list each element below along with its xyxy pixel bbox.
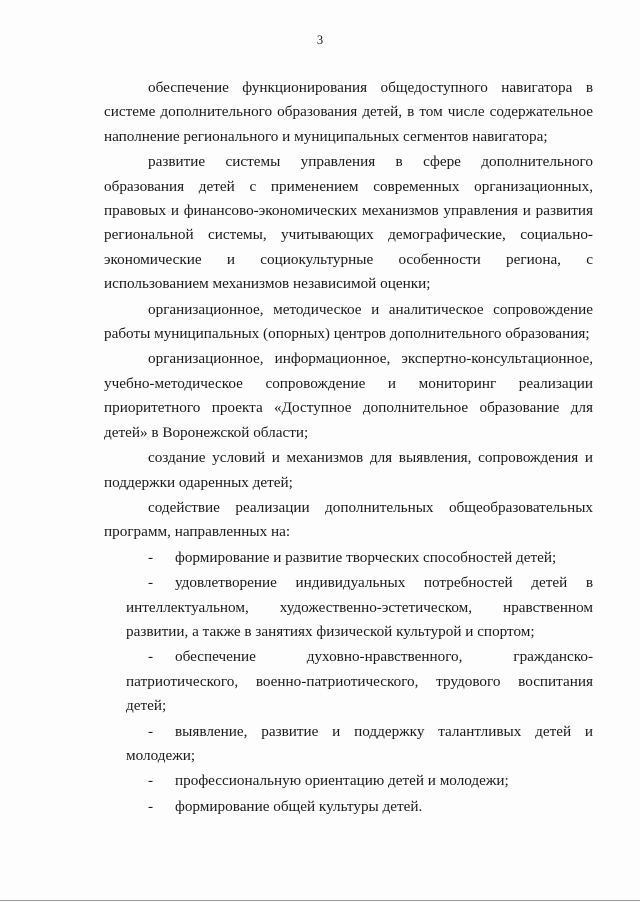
- paragraph-management-system: развитие системы управления в сфере дополнительного образования детей с применением современных организационных, правовых и финансово-экономических механизмов управления и развития региональной системы, учитывающих демографические, социально-экономические и социокультурные особенности региона, с использованием механизмов независимой оценки;: [104, 153, 593, 293]
- list-bullet-dash: -: [148, 722, 154, 740]
- list-bullet-dash: -: [148, 574, 154, 592]
- paragraph-priority-project: организационное, информационное, экспертно-консультационное, учебно-методическое сопровождение и мониторинг реализации приоритетного проекта «Доступное дополнительное образование для детей» в Воронежской области;: [104, 350, 593, 441]
- list-bullet-dash: -: [148, 648, 154, 666]
- list-item: [104, 795, 593, 819]
- list-item: [104, 546, 593, 570]
- list-item-text: формирование и развитие творческих способностей детей;: [175, 548, 557, 566]
- paragraph-programs-intro: содействие реализации дополнительных общеобразовательных программ, направленных на:: [104, 498, 593, 541]
- page-number: 3: [316, 33, 324, 47]
- page-bottom-edge: [0, 900, 640, 901]
- list-item-text: профессиональную ориентацию детей и молодежи;: [175, 772, 509, 790]
- list-bullet-dash: -: [148, 797, 154, 815]
- list-item: [104, 645, 593, 718]
- list-item-text: формирование общей культуры детей.: [175, 797, 423, 815]
- list-item-text: удовлетворение индивидуальных потребностей детей в интеллектуальном, художественно-эстетическом, нравственном развитии, а также в занятиях физической культурой и спортом;: [126, 574, 593, 640]
- list-item: [104, 720, 593, 769]
- list-item-text: обеспечение духовно-нравственного, гражданско-патриотического, военно-патриотического, трудового воспитания детей;: [126, 648, 593, 715]
- paragraph-municipal-centers: организационное, методическое и аналитическое сопровождение работы муниципальных (опорных) центров дополнительного образования;: [104, 300, 593, 343]
- document-body: [104, 76, 593, 819]
- list-bullet-dash: -: [148, 772, 154, 790]
- list-item: [104, 571, 593, 644]
- list-bullet-dash: -: [148, 548, 154, 566]
- list-item-text: выявление, развитие и поддержку талантливых детей и молодежи;: [126, 722, 593, 764]
- paragraph-navigator: обеспечение функционирования общедоступного навигатора в системе дополнительного образования детей, в том числе содержательное наполнение регионального и муниципальных сегментов навигатора;: [104, 79, 593, 145]
- paragraph-gifted-children: создание условий и механизмов для выявления, сопровождения и поддержки одаренных детей;: [104, 449, 593, 491]
- list-item: [104, 769, 593, 793]
